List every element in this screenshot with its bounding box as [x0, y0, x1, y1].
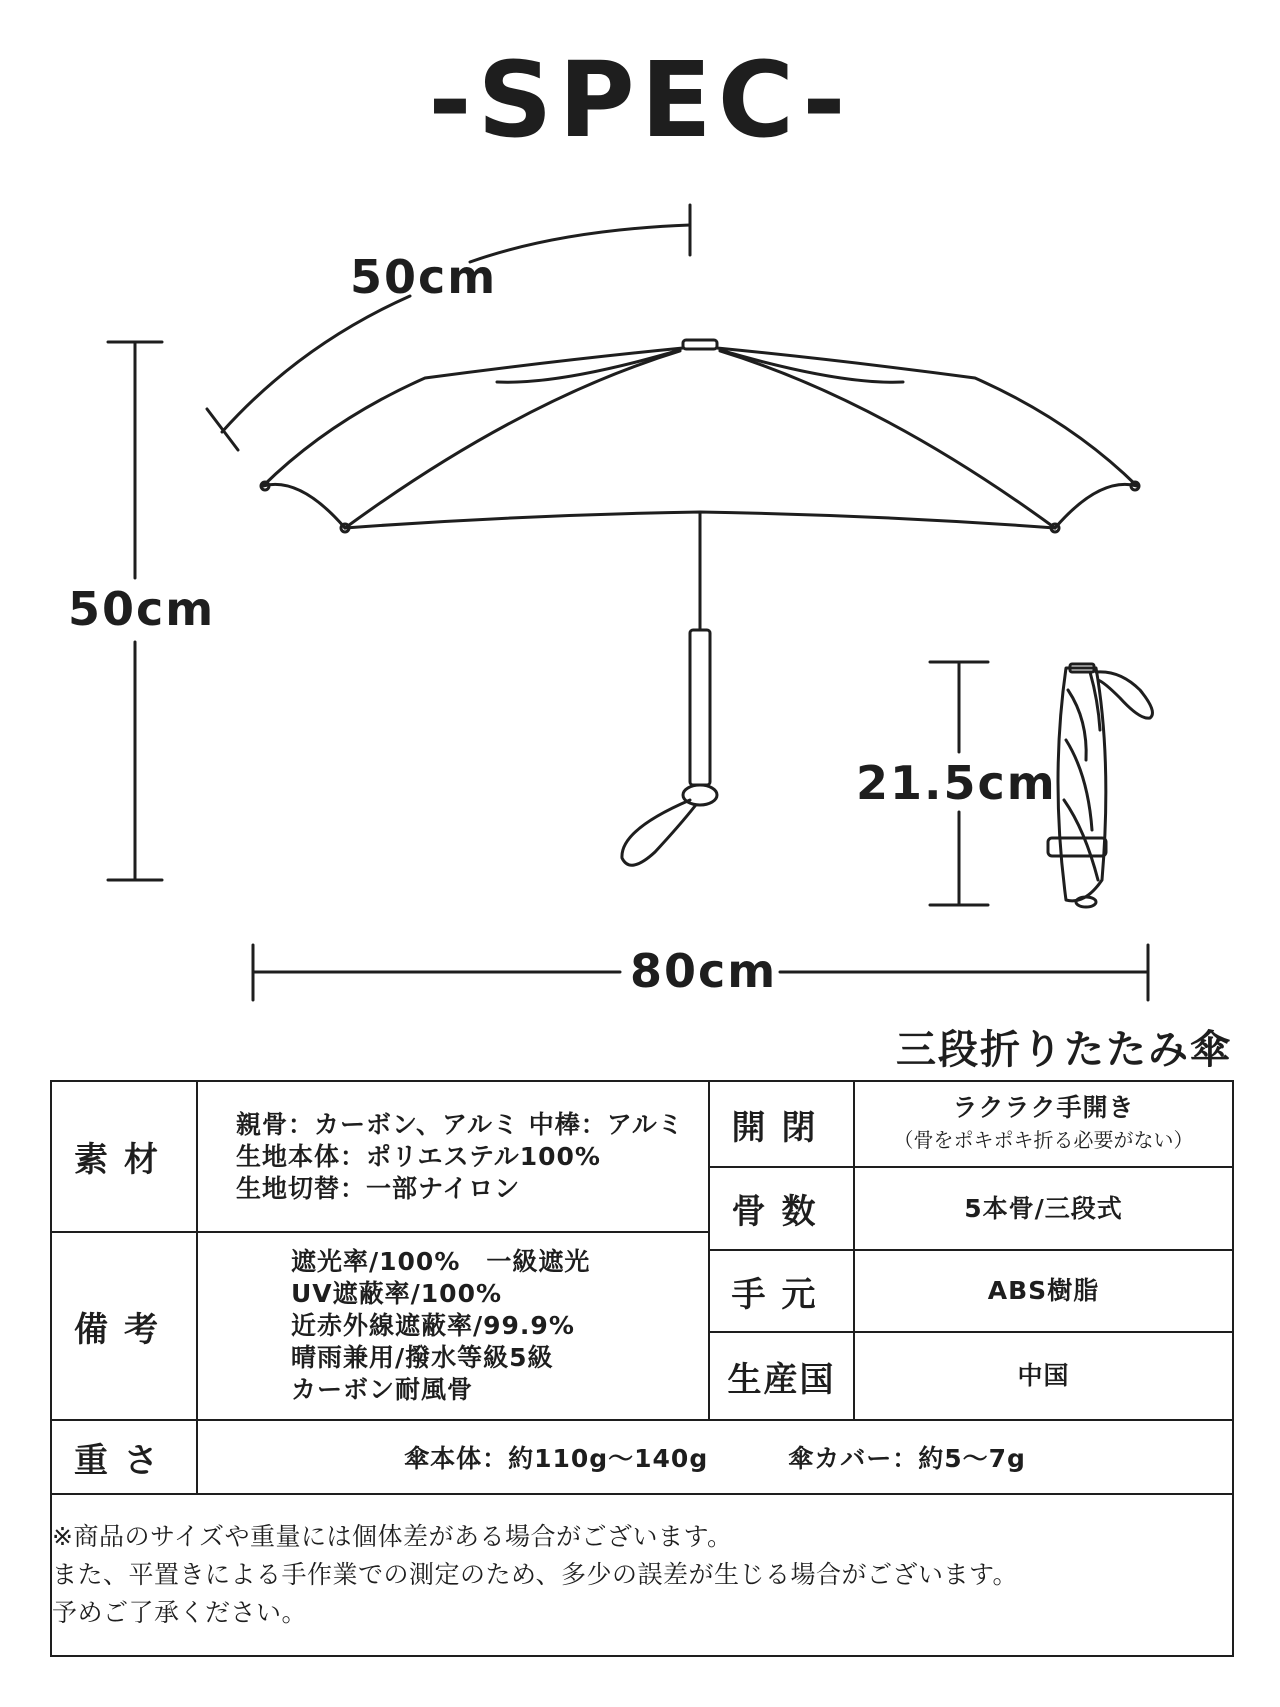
open-close-value — [854, 1081, 1233, 1167]
material-label: 素材 — [51, 1081, 197, 1232]
product-type: 三段折りたたみ傘 — [896, 1027, 1232, 1073]
weight-value — [197, 1420, 1233, 1494]
spec-table — [50, 1080, 1234, 1657]
notes-value — [197, 1232, 709, 1420]
handle-value: ABS樹脂 — [854, 1250, 1233, 1332]
open-height-label: 50cm — [68, 582, 216, 636]
notes-line: 遮光率/100% 一級遮光 — [291, 1247, 591, 1276]
weight-body: 傘本体：約110g～140g — [404, 1444, 709, 1473]
origin-value: 中国 — [854, 1332, 1233, 1420]
open-close-sub: （骨をポキポキ折る必要がない） — [893, 1128, 1194, 1152]
notes-line: カーボン耐風骨 — [291, 1375, 474, 1404]
material-line: 生地切替：一部ナイロン — [236, 1173, 521, 1203]
disclaimer — [51, 1494, 1233, 1656]
weight-cover: 傘カバー：約5～7g — [788, 1444, 1026, 1473]
origin-label: 生産国 — [709, 1332, 854, 1420]
diameter-label: 80cm — [630, 944, 778, 998]
disclaimer-line: また、平置きによる手作業での測定のため、多少の誤差が生じる場合がございます。 — [52, 1560, 1019, 1589]
handle-label: 手元 — [709, 1250, 854, 1332]
page-title: -SPEC- — [428, 39, 852, 161]
notes-line: 晴雨兼用/撥水等級5級 — [291, 1343, 554, 1372]
weight-label: 重さ — [51, 1420, 197, 1494]
open-close-label: 開閉 — [709, 1081, 854, 1167]
canopy-radius-dimension-line — [207, 205, 690, 450]
material-line: 生地本体：ポリエステル100% — [236, 1141, 601, 1171]
folded-umbrella-illustration — [1048, 664, 1152, 907]
ribs-value: 5本骨/三段式 — [854, 1167, 1233, 1250]
notes-label: 備考 — [51, 1232, 197, 1420]
disclaimer-line: 予めご了承ください。 — [52, 1598, 308, 1627]
canopy-radius-label: 50cm — [350, 250, 498, 304]
notes-line: 近赤外線遮蔽率/99.9% — [291, 1311, 575, 1340]
ribs-label: 骨数 — [709, 1167, 854, 1250]
material-value — [197, 1081, 709, 1232]
open-close-main: ラクラク手開き — [952, 1093, 1135, 1122]
notes-line: UV遮蔽率/100% — [291, 1279, 503, 1308]
material-line: 親骨：カーボン、アルミ 中棒：アルミ — [236, 1109, 684, 1139]
folded-height-label: 21.5cm — [856, 756, 1057, 810]
disclaimer-line: ※商品のサイズや重量には個体差がある場合がございます。 — [52, 1522, 733, 1551]
